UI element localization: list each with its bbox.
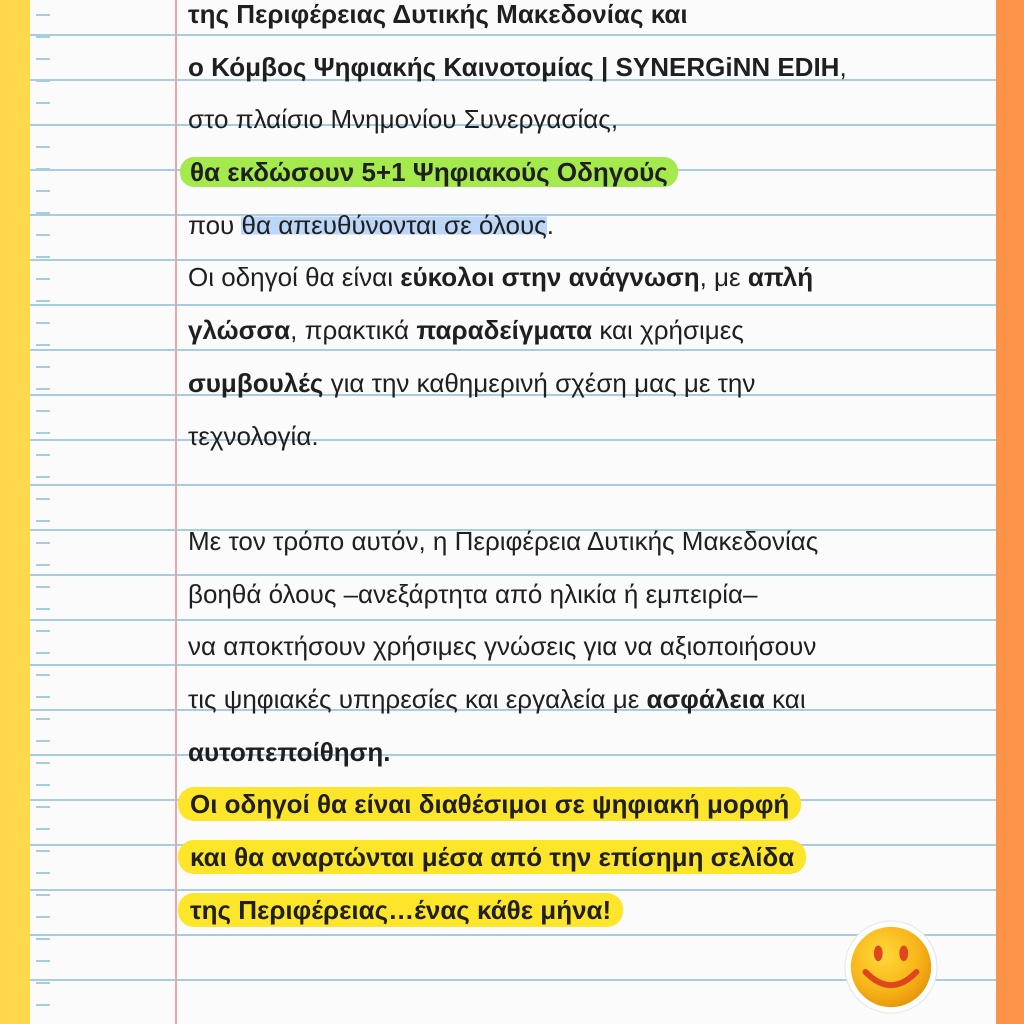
ruler-tick: [36, 982, 50, 984]
ruler-tick: [36, 674, 50, 676]
text-line-12: βοηθά όλους –ανεξάρτητα από ηλικία ή εμπειρία–: [188, 578, 758, 609]
ruler-tick: [36, 58, 50, 60]
ruler-tick: [36, 212, 50, 214]
ruler-tick: [36, 696, 50, 698]
ruler-tick: [36, 344, 50, 346]
margin-line: [175, 0, 177, 1024]
lined-paper: [30, 0, 996, 1024]
ruler-tick: [36, 608, 50, 610]
ruler-tick: [36, 278, 50, 280]
ruler-tick: [36, 564, 50, 566]
ruler-tick: [36, 828, 50, 830]
text-line-1: της Περιφέρειας Δυτικής Μακεδονίας και: [188, 0, 688, 29]
text-line-13: να αποκτήσουν χρήσιμες γνώσεις για να αξιοποιήσουν: [188, 631, 817, 662]
ruler-tick: [36, 850, 50, 852]
ruler-tick: [36, 190, 50, 192]
ruler-tick: [36, 652, 50, 654]
ruler-tick: [36, 454, 50, 456]
text-line-14: τις ψηφιακές υπηρεσίες και εργαλεία με ασφάλεια και: [188, 683, 806, 714]
ruler-tick: [36, 234, 50, 236]
ruler-tick: [36, 366, 50, 368]
ruler-tick: [36, 80, 50, 82]
blue-highlight: θα απευθύνονται σε όλους: [241, 209, 547, 240]
ruler-tick: [36, 542, 50, 544]
ruler-tick: [36, 410, 50, 412]
ruler-tick: [36, 146, 50, 148]
ruler-tick: [36, 872, 50, 874]
ruler-tick: [36, 784, 50, 786]
text-line-7: γλώσσα, πρακτικά παραδείγματα και χρήσιμες: [188, 315, 744, 346]
yellow-highlight: Οι οδηγοί θα είναι διαθέσιμοι σε ψηφιακή μορφή: [178, 787, 801, 821]
ruler-tick: [36, 718, 50, 720]
text-line-8: συμβουλές για την καθημερινή σχέση μας με την: [188, 367, 756, 398]
text-line-11: Με τον τρόπο αυτόν, η Περιφέρεια Δυτικής Μακεδονίας: [188, 525, 819, 556]
ruler-tick: [36, 520, 50, 522]
ruler-tick: [36, 14, 50, 16]
text-line-17: [188, 831, 988, 884]
ruler-tick: [36, 432, 50, 434]
ruler-tick: [36, 388, 50, 390]
ruler-tick: [36, 938, 50, 940]
text-line-6: Οι οδηγοί θα είναι εύκολοι στην ανάγνωση, με απλή: [188, 262, 814, 293]
body-text: [188, 0, 988, 936]
ruler-tick: [36, 102, 50, 104]
ruler-tick: [36, 256, 50, 258]
text-line-5: που θα απευθύνονται σε όλους.: [188, 209, 554, 240]
ruler-tick: [36, 1004, 50, 1006]
blank-line: [188, 462, 988, 515]
ruler-tick: [36, 960, 50, 962]
ruler-tick: [36, 124, 50, 126]
ruler-tick: [36, 498, 50, 500]
left-yellow-band: [0, 0, 30, 1024]
text-line-16: [188, 778, 988, 831]
ruler-tick: [36, 168, 50, 170]
ruler-tick: [36, 740, 50, 742]
ruler-tick: [36, 36, 50, 38]
ruler-tick: [36, 322, 50, 324]
yellow-highlight: της Περιφέρειας…ένας κάθε μήνα!: [178, 893, 623, 927]
text-line-15: αυτοπεποίθηση.: [188, 736, 391, 767]
ruler-tick: [36, 300, 50, 302]
text-line-2: ο Κόμβος Ψηφιακής Καινοτομίας | SYNERGiNN EDIH,: [188, 51, 847, 82]
ruler-tick: [36, 762, 50, 764]
text-line-9: τεχνολογία.: [188, 420, 319, 451]
text-line-4: [188, 146, 988, 199]
ruler-tick: [36, 586, 50, 588]
right-orange-band: [996, 0, 1024, 1024]
yellow-highlight: και θα αναρτώνται μέσα από την επίσημη σελίδα: [178, 840, 806, 874]
ruler-tick: [36, 894, 50, 896]
ruler-tick: [36, 630, 50, 632]
ruler-tick: [36, 916, 50, 918]
text-line-3: στο πλαίσιο Μνημονίου Συνεργασίας,: [188, 104, 619, 135]
smiley-face-icon: [842, 918, 940, 1016]
green-highlight: θα εκδώσουν 5+1 Ψηφιακούς Οδηγούς: [180, 157, 678, 187]
ruler-tick: [36, 806, 50, 808]
ruler-tick: [36, 476, 50, 478]
